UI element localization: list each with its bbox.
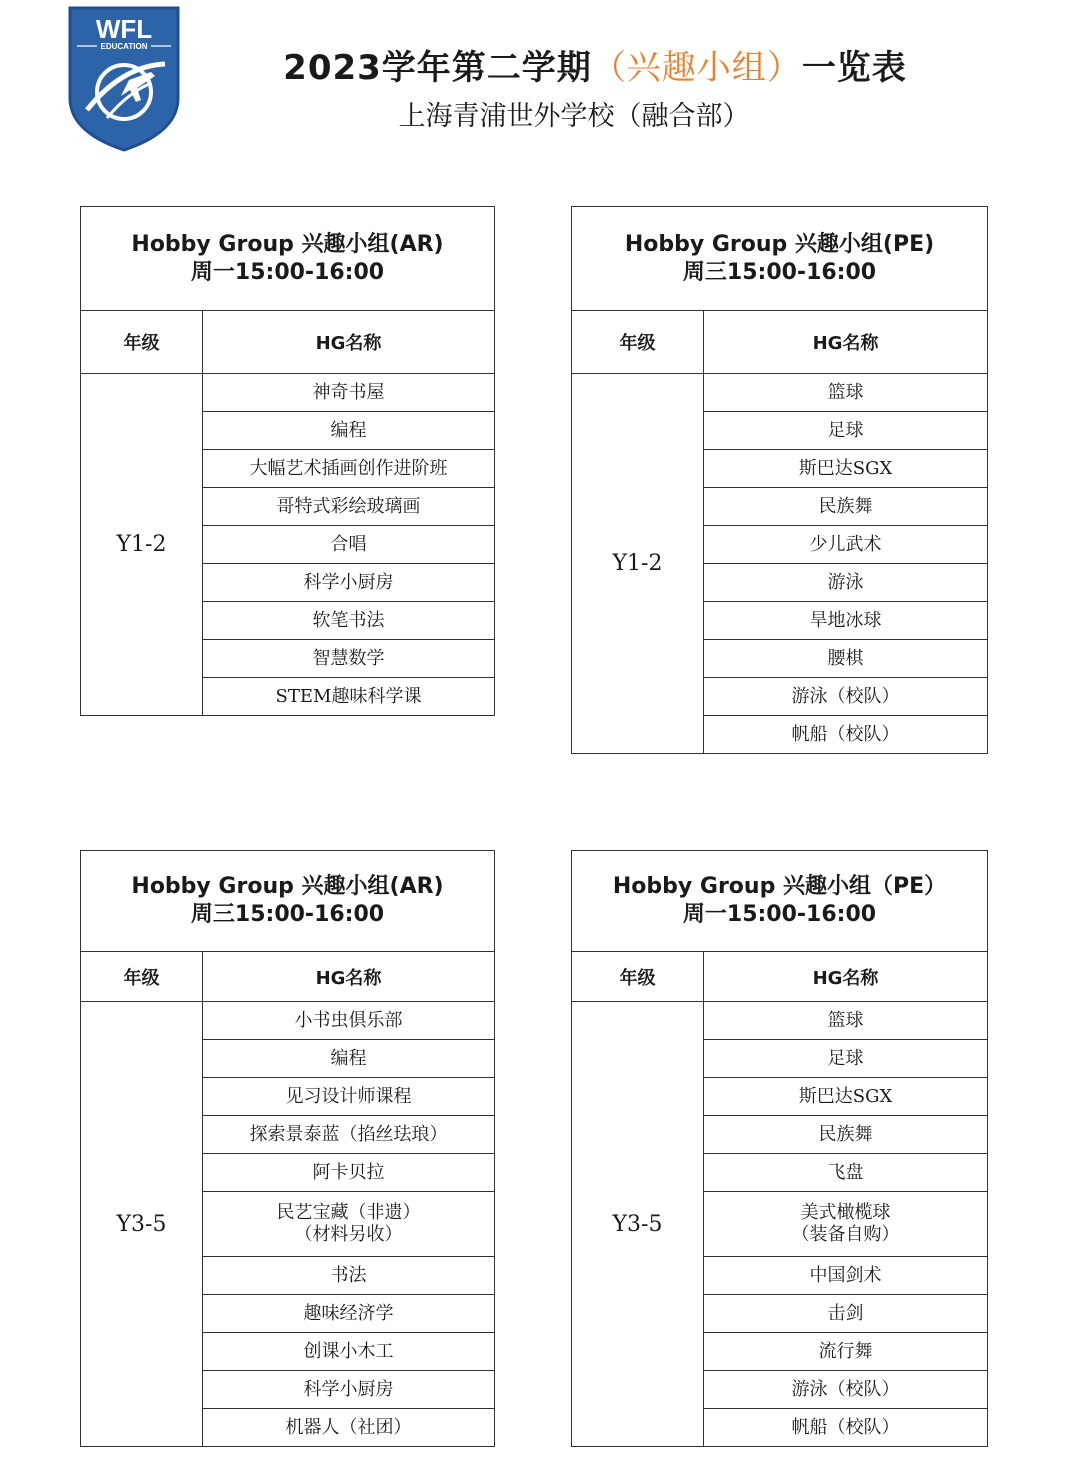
table-row: 旱地冰球 xyxy=(704,602,988,640)
table-row: 智慧数学 xyxy=(203,640,495,678)
hobby-table-pe-y1-2 xyxy=(571,206,988,754)
table-row: 科学小厨房 xyxy=(203,1371,495,1409)
column-header-name: HG名称 xyxy=(704,311,988,374)
table-row: 斯巴达SGX xyxy=(704,450,988,488)
grade-cell: Y3-5 xyxy=(572,1002,704,1447)
column-header-name: HG名称 xyxy=(704,952,988,1002)
table-row: 大幅艺术插画创作进阶班 xyxy=(203,450,495,488)
table-title xyxy=(572,851,988,952)
title-accent: （兴趣小组） xyxy=(591,48,802,88)
table-row: STEM趣味科学课 xyxy=(203,678,495,716)
title-pre: 2023学年第二学期 xyxy=(283,48,592,88)
hobby-table-pe-y3-5 xyxy=(571,850,988,1447)
table-title-line1: Hobby Group 兴趣小组(AR) xyxy=(131,231,444,257)
table-row: 足球 xyxy=(704,412,988,450)
column-header-grade: 年级 xyxy=(81,952,203,1002)
table-title xyxy=(572,207,988,311)
table-row: 书法 xyxy=(203,1257,495,1295)
table-row: 趣味经济学 xyxy=(203,1295,495,1333)
table-row: 软笔书法 xyxy=(203,602,495,640)
table-row: 哥特式彩绘玻璃画 xyxy=(203,488,495,526)
table-title-line1: Hobby Group 兴趣小组(PE) xyxy=(624,231,935,257)
hobby-table-ar-y3-5 xyxy=(80,850,495,1447)
table-row: 合唱 xyxy=(203,526,495,564)
column-header-grade: 年级 xyxy=(572,311,704,374)
table-title-line1: Hobby Group 兴趣小组(AR) xyxy=(131,874,444,899)
page-subtitle: 上海青浦世外学校（融合部） xyxy=(398,101,750,132)
table-row: 中国剑术 xyxy=(704,1257,988,1295)
table-row: 篮球 xyxy=(704,1002,988,1040)
table-row: 探索景泰蓝（掐丝珐琅） xyxy=(203,1116,495,1154)
table-row: 帆船（校队） xyxy=(704,716,988,754)
table-row: 机器人（社团） xyxy=(203,1409,495,1447)
table-row: 足球 xyxy=(704,1040,988,1078)
table-row: 腰棋 xyxy=(704,640,988,678)
table-row: 编程 xyxy=(203,1040,495,1078)
column-header-name: HG名称 xyxy=(203,311,495,374)
logo-subtext: EDUCATION xyxy=(100,42,148,51)
table-row: 民族舞 xyxy=(704,488,988,526)
table-title-line2: 周三15:00-16:00 xyxy=(682,259,877,285)
table-row: 击剑 xyxy=(704,1295,988,1333)
column-header-grade: 年级 xyxy=(572,952,704,1002)
table-row: 民族舞 xyxy=(704,1116,988,1154)
table-row: 飞盘 xyxy=(704,1154,988,1192)
table-row: 美式橄榄球 （装备自购） xyxy=(704,1192,988,1257)
table-row: 帆船（校队） xyxy=(704,1409,988,1447)
table-title-line2: 周三15:00-16:00 xyxy=(190,902,385,927)
table-row: 神奇书屋 xyxy=(203,374,495,412)
table-title xyxy=(81,851,495,952)
table-row: 流行舞 xyxy=(704,1333,988,1371)
grade-cell: Y3-5 xyxy=(81,1002,203,1447)
hobby-table-ar-y1-2 xyxy=(80,206,495,716)
table-row: 见习设计师课程 xyxy=(203,1078,495,1116)
table-row: 阿卡贝拉 xyxy=(203,1154,495,1192)
column-header-name: HG名称 xyxy=(203,952,495,1002)
logo-text: WFL xyxy=(95,14,153,44)
table-row: 游泳 xyxy=(704,564,988,602)
column-header-grade: 年级 xyxy=(81,311,203,374)
table-row: 斯巴达SGX xyxy=(704,1078,988,1116)
table-title-line1: Hobby Group 兴趣小组（PE） xyxy=(612,874,947,899)
table-title-line2: 周一15:00-16:00 xyxy=(190,259,385,285)
grade-cell: Y1-2 xyxy=(572,374,704,754)
table-row: 小书虫俱乐部 xyxy=(203,1002,495,1040)
table-title xyxy=(81,207,495,311)
table-row: 少儿武术 xyxy=(704,526,988,564)
grade-cell: Y1-2 xyxy=(81,374,203,716)
table-row: 编程 xyxy=(203,412,495,450)
table-row: 篮球 xyxy=(704,374,988,412)
table-row: 科学小厨房 xyxy=(203,564,495,602)
table-row: 游泳（校队） xyxy=(704,678,988,716)
table-row: 游泳（校队） xyxy=(704,1371,988,1409)
table-row: 民艺宝藏（非遗） （材料另收） xyxy=(203,1192,495,1257)
table-title-line2: 周一15:00-16:00 xyxy=(682,902,877,927)
table-row: 创课小木工 xyxy=(203,1333,495,1371)
title-post: 一览表 xyxy=(801,48,907,88)
page-title xyxy=(0,40,1080,89)
